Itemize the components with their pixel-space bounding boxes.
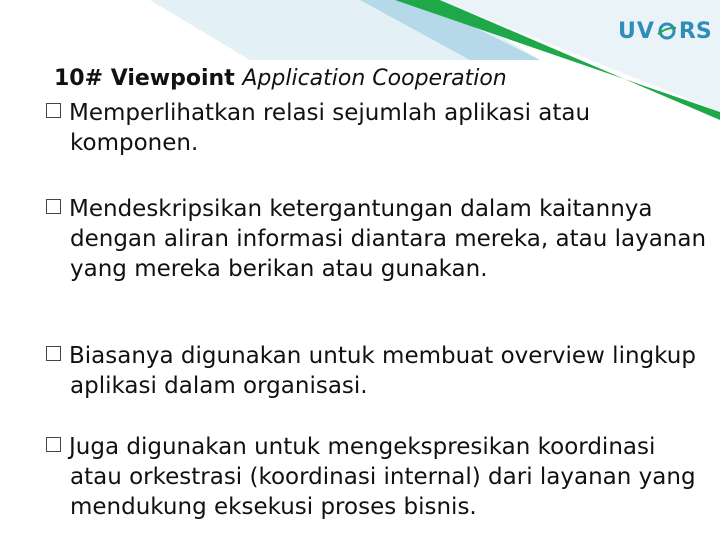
- bullet-text: Mendeskripsikan ketergantungan dalam kaitannya dengan aliran informasi diantara mereka, atau layanan yang mereka berikan atau gunakan.: [69, 196, 707, 282]
- bullet-item: [46, 194, 710, 284]
- bullet-item: [46, 432, 710, 522]
- logo-globe-icon: [657, 21, 677, 41]
- checkbox-bullet-icon: [46, 103, 61, 118]
- checkbox-bullet-icon: [46, 437, 61, 452]
- bullet-item: [46, 341, 710, 401]
- bullet-item: [46, 98, 710, 158]
- uvers-logo: [618, 14, 714, 48]
- title-italic: Application Cooperation: [242, 66, 507, 91]
- checkbox-bullet-icon: [46, 346, 61, 361]
- checkbox-bullet-icon: [46, 199, 61, 214]
- slide-title: [54, 66, 507, 91]
- logo-text-left: UV: [618, 18, 655, 44]
- bullet-text: Juga digunakan untuk mengekspresikan koordinasi atau orkestrasi (koordinasi internal) dari layanan yang mendukung eksekusi proses bisnis.: [69, 434, 696, 520]
- bullet-text: Memperlihatkan relasi sejumlah aplikasi atau komponen.: [69, 100, 591, 156]
- logo-text-right: RS: [678, 18, 712, 44]
- bullet-text: Biasanya digunakan untuk membuat overview lingkup aplikasi dalam organisasi.: [69, 343, 696, 399]
- title-prefix: 10# Viewpoint: [54, 66, 243, 91]
